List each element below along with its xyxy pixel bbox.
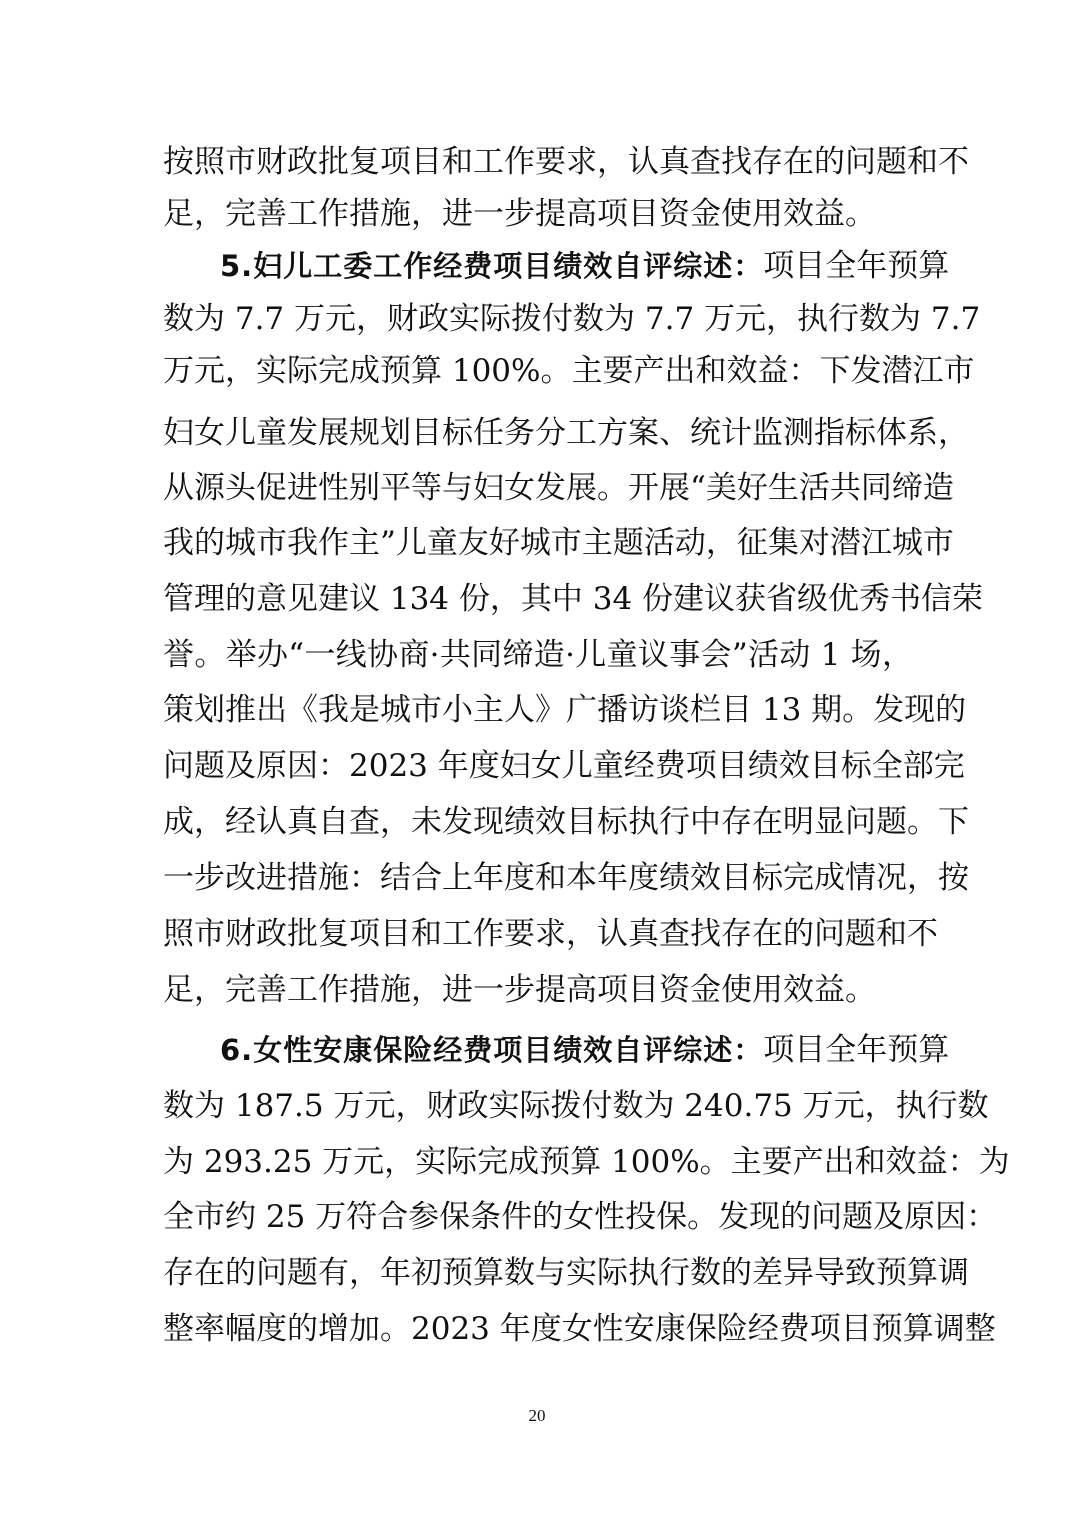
paragraph-line: 整率幅度的增加。2023 年度女性安康保险经费项目预算调整 xyxy=(163,1311,996,1347)
paragraph-line: 足，完善工作措施，进一步提高项目资金使用效益。 xyxy=(163,196,876,232)
section-5-lead: 项目全年预算 xyxy=(763,248,950,284)
paragraph-line: 万元，实际完成预算 100%。主要产出和效益：下发潜江市 xyxy=(163,353,975,389)
paragraph-line: 数为 7.7 万元，财政实际拨付数为 7.7 万元，执行数为 7.7 xyxy=(163,301,981,337)
section-6-heading-line xyxy=(220,1025,950,1075)
paragraph-line: 照市财政批复项目和工作要求，认真查找存在的问题和不 xyxy=(163,916,938,952)
paragraph-line: 足，完善工作措施，进一步提高项目资金使用效益。 xyxy=(163,972,876,1008)
section-5-heading-line xyxy=(220,241,950,291)
paragraph-line: 一步改进措施：结合上年度和本年度绩效目标完成情况，按 xyxy=(163,860,969,896)
paragraph-line: 策划推出《我是城市小主人》广播访谈栏目 13 期。发现的 xyxy=(163,692,967,728)
page-number: 20 xyxy=(528,1406,546,1425)
section-6-lead: 项目全年预算 xyxy=(763,1032,950,1068)
paragraph-line: 数为 187.5 万元，财政实际拨付数为 240.75 万元，执行数 xyxy=(163,1088,989,1124)
section-6-heading: 6.女性安康保险经费项目绩效自评综述： xyxy=(220,1033,764,1067)
paragraph-line: 成，经认真自查，未发现绩效目标执行中存在明显问题。下 xyxy=(163,804,969,840)
paragraph-line: 为 293.25 万元，实际完成预算 100%。主要产出和效益：为 xyxy=(163,1144,1010,1180)
paragraph-line: 问题及原因：2023 年度妇女儿童经费项目绩效目标全部完 xyxy=(163,748,965,784)
paragraph-line: 全市约 25 万符合参保条件的女性投保。发现的问题及原因： xyxy=(163,1199,998,1235)
paragraph-line: 从源头促进性别平等与妇女发展。开展“美好生活共同缔造 xyxy=(163,470,954,506)
paragraph-line: 我的城市我作主”儿童友好城市主题活动，征集对潜江城市 xyxy=(163,525,954,561)
paragraph-line: 妇女儿童发展规划目标任务分工方案、统计监测指标体系， xyxy=(163,415,969,451)
paragraph-line: 管理的意见建议 134 份，其中 34 份建议获省级优秀书信荣 xyxy=(163,581,984,617)
paragraph-line: 存在的问题有，年初预算数与实际执行数的差异导致预算调 xyxy=(163,1255,969,1291)
section-5-heading: 5.妇儿工委工作经费项目绩效自评综述： xyxy=(220,249,764,283)
paragraph-line: 按照市财政批复项目和工作要求，认真查找存在的问题和不 xyxy=(163,144,969,180)
paragraph-line: 誉。举办“一线协商·共同缔造·儿童议事会”活动 1 场， xyxy=(163,637,913,673)
